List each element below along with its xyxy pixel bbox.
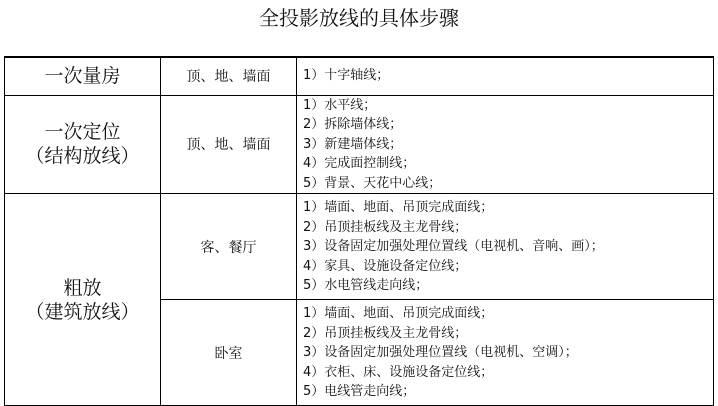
step-item: 1）水平线； [303, 97, 377, 113]
steps-cell [297, 300, 714, 406]
step-item: 4）衣柜、床、设施设备定位线； [303, 364, 494, 380]
page-title: 全投影放线的具体步骤 [259, 6, 459, 30]
step-item: 2）拆除墙体线； [303, 117, 403, 133]
step-item: 3）新建墙体线； [303, 136, 403, 152]
stage-label: 一次定位 [44, 121, 121, 144]
stage-sublabel: （结构放线） [25, 145, 140, 168]
step-item: 5）背景、天花中心线； [303, 175, 442, 191]
stage-cell [5, 57, 161, 95]
area-cell: 客、餐厅 [161, 194, 297, 300]
steps-table [4, 56, 714, 406]
step-item: 4）家具、设施设备定位线； [303, 258, 468, 274]
step-item: 5）水电管线走向线； [303, 278, 429, 294]
table-row [5, 57, 714, 95]
step-item: 4）完成面控制线； [303, 156, 416, 172]
stage-sublabel: （建筑放线） [25, 300, 140, 323]
area-cell: 顶、地、墙面 [161, 95, 297, 194]
stage-label: 粗放 [63, 276, 102, 299]
step-item: 2）吊顶挂板线及主龙骨线； [303, 219, 468, 235]
step-item: 1）墙面、地面、吊顶完成面线； [303, 199, 494, 215]
stage-label: 一次量房 [44, 65, 121, 88]
step-item: 3）设备固定加强处理位置线（电视机、空调）； [303, 345, 578, 361]
step-item: 1）十字轴线； [303, 68, 390, 84]
step-item: 3）设备固定加强处理位置线（电视机、音响、画）； [303, 239, 604, 255]
steps-cell [297, 57, 714, 95]
step-item: 5）电线管走向线； [303, 384, 416, 400]
steps-cell [297, 95, 714, 194]
step-item: 1）墙面、地面、吊顶完成面线； [303, 305, 494, 321]
stage-cell [5, 194, 161, 406]
stage-cell [5, 95, 161, 194]
area-cell: 卧室 [161, 300, 297, 406]
step-item: 2）吊顶挂板线及主龙骨线； [303, 325, 468, 341]
area-cell: 顶、地、墙面 [161, 57, 297, 95]
table-row [5, 194, 714, 300]
steps-cell [297, 194, 714, 300]
table-row [5, 95, 714, 194]
